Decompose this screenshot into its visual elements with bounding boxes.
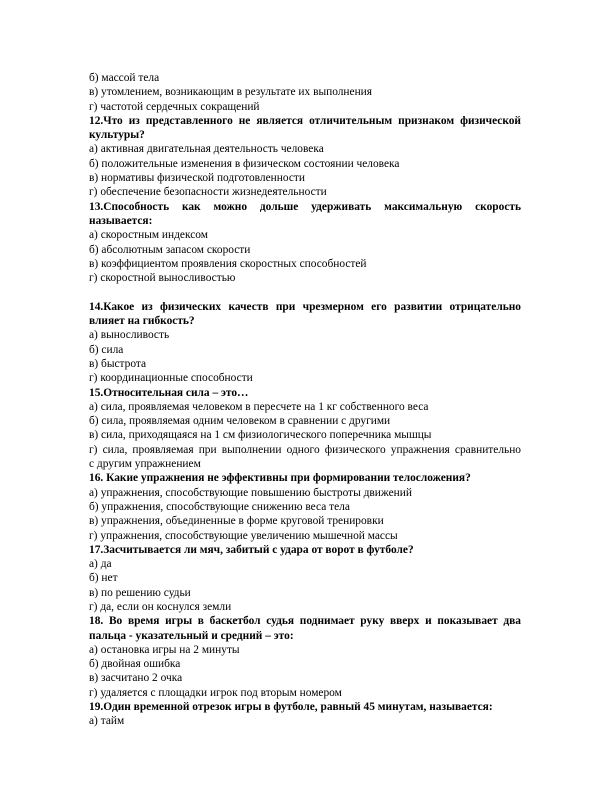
question-text: называется: <box>89 214 153 227</box>
answer-option: а) сила, проявляемая человеком в пересчете на 1 кг собственного веса <box>89 400 429 413</box>
answer-option: а) тайм <box>89 715 125 728</box>
intro-answers <box>89 71 521 114</box>
question-text: 13.Способность как можно дольше удерживать максимальную скорость <box>89 200 521 213</box>
answer-option: с другим упражнением <box>89 458 201 471</box>
answer-option: б) двойная ошибка <box>89 658 181 671</box>
answer-option: г) скоростной выносливостью <box>89 272 236 285</box>
question-19 <box>89 700 521 729</box>
answer-option: б) сила <box>89 343 124 356</box>
document-page <box>89 71 521 729</box>
answer-option: б) сила, проявляемая одним человеком в сравнении с другими <box>89 415 391 428</box>
answer-option: г) сила, проявляемая при выполнении одного физического упражнения сравнительно <box>89 443 521 456</box>
answer-option: в) сила, приходящаяся на 1 см физиологического поперечника мышцы <box>89 429 432 442</box>
question-12 <box>89 114 521 200</box>
answer-option: а) выносливость <box>89 329 170 342</box>
answer-option: б) абсолютным запасом скорости <box>89 243 251 256</box>
question-text: 19.Один временной отрезок игры в футболе, равный 45 минутам, называется: <box>89 701 493 714</box>
question-text: 14.Какое из физических качеств при чрезмерном его развитии отрицательно <box>89 300 521 313</box>
answer-option: в) нормативы физической подготовленности <box>89 172 305 185</box>
question-15 <box>89 386 521 472</box>
question-text: пальца - указательный и средний – это: <box>89 629 294 642</box>
question-text: культуры? <box>89 129 145 142</box>
answer-option: г) упражнения, способствующие увеличению мышечной массы <box>89 529 398 542</box>
answer-option: в) коэффициентом проявления скоростных способностей <box>89 257 367 270</box>
answer-option: б) положительные изменения в физическом состоянии человека <box>89 157 400 170</box>
answer-option: в) по решению судьи <box>89 586 191 599</box>
question-14 <box>89 300 521 386</box>
answer-option: г) удаляется с площадки игрок под вторым номером <box>89 686 342 699</box>
question-text: 12.Что из представленного не является отличительным признаком физической <box>89 114 521 127</box>
question-text: 17.Засчитывается ли мяч, забитый с удара от ворот в футболе? <box>89 543 414 556</box>
answer-option: в) утомлением, возникающим в результате их выполнения <box>89 86 373 99</box>
question-18 <box>89 614 521 700</box>
answer-option: а) остановка игры на 2 минуты <box>89 643 240 656</box>
question-17 <box>89 543 521 614</box>
question-text: 15.Относительная сила – это… <box>89 386 249 399</box>
answer-option: б) нет <box>89 572 118 585</box>
answer-option: а) да <box>89 558 112 571</box>
answer-option: в) быстрота <box>89 357 147 370</box>
answer-option: г) обеспечение безопасности жизнедеятельности <box>89 186 327 199</box>
question-text: влияет на гибкость? <box>89 315 195 328</box>
answer-option: г) да, если он коснулся земли <box>89 600 232 613</box>
question-text: 18. Во время игры в баскетбол судья поднимает руку вверх и показывает два <box>89 615 521 628</box>
answer-option: а) упражнения, способствующие повышению быстроты движений <box>89 486 412 499</box>
answer-option: г) частотой сердечных сокращений <box>89 100 260 113</box>
question-text: 16. Какие упражнения не эффективны при формировании телосложения? <box>89 472 471 485</box>
question-13 <box>89 200 521 286</box>
answer-option: б) массой тела <box>89 72 160 84</box>
blank-line <box>89 285 521 299</box>
question-16 <box>89 471 521 542</box>
answer-option: а) скоростным индексом <box>89 229 208 242</box>
answer-option: г) координационные способности <box>89 372 253 385</box>
answer-option: а) активная двигательная деятельность человека <box>89 143 324 156</box>
answer-option: в) засчитано 2 очка <box>89 672 183 685</box>
answer-option: б) упражнения, способствующие снижению веса тела <box>89 500 350 513</box>
answer-option: в) упражнения, объединенные в форме круговой тренировки <box>89 515 384 528</box>
